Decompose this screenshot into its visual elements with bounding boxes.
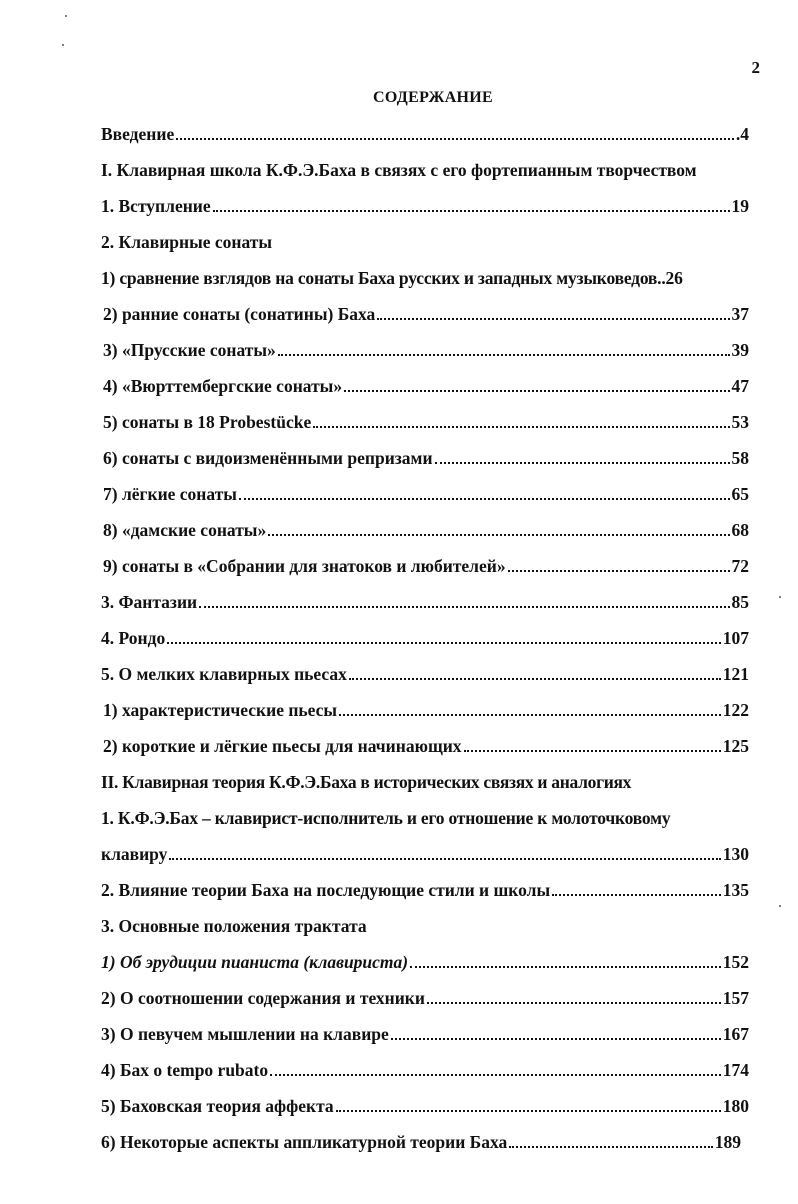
- toc-entry-label: Введение: [101, 124, 175, 144]
- toc-entry-page: 19: [731, 196, 749, 216]
- toc-entry-label: 5) сонаты в 18 Probestücke: [103, 412, 312, 432]
- toc-entry: [101, 628, 749, 658]
- toc-entry: [101, 952, 749, 982]
- toc-section-heading: [101, 772, 749, 802]
- dot-leader: [427, 988, 721, 1004]
- toc-entry: [101, 808, 749, 838]
- toc-entry-page: .4: [735, 124, 749, 144]
- dot-leader: [391, 1024, 721, 1040]
- toc-entry-page: .26: [661, 268, 683, 288]
- dot-leader: [377, 304, 729, 320]
- toc-entry-page: 68: [731, 520, 749, 540]
- dot-leader: [169, 844, 720, 860]
- toc-entry: [101, 196, 749, 226]
- dot-leader: [410, 952, 721, 968]
- toc-entry-page: 53: [731, 412, 749, 432]
- toc-entry: [103, 376, 749, 406]
- toc-entry: [103, 556, 749, 586]
- toc-entry-label: клавиру: [101, 844, 168, 864]
- toc-entry-label: 5) Баховская теория аффекта: [101, 1096, 334, 1116]
- dot-leader: [349, 664, 721, 680]
- toc-entry-label: 8) «дамские сонаты»: [103, 520, 267, 540]
- toc-entry-label: 3. Основные положения трактата: [101, 916, 367, 936]
- dot-leader: [268, 520, 729, 536]
- toc-entry-label: 4) «Вюрттембергские сонаты»: [103, 376, 343, 396]
- dot-leader: [313, 412, 729, 428]
- toc-entry-label: 4. Рондо: [101, 628, 166, 648]
- dot-leader: [278, 340, 730, 356]
- dot-leader: [509, 1132, 712, 1148]
- toc-entry-page: 121: [722, 664, 749, 684]
- toc-entry-label: 6) Некоторые аспекты аппликатурной теории Баха: [101, 1132, 508, 1152]
- dot-leader: [213, 196, 730, 212]
- toc-entry-label: 2. Клавирные сонаты: [101, 232, 273, 252]
- toc-entry-label: 9) сонаты в «Собрании для знатоков и любителей»: [103, 556, 506, 576]
- dot-leader: [552, 880, 721, 896]
- dot-leader: [176, 124, 734, 140]
- toc-entry-page: 39: [731, 340, 749, 360]
- toc-entry: [103, 520, 749, 550]
- toc-entry: [101, 1024, 749, 1054]
- toc-entry: [101, 124, 749, 154]
- toc-entry: [101, 664, 749, 694]
- toc-entry: [103, 700, 749, 730]
- dot-leader: [336, 1096, 721, 1112]
- toc-entry: [103, 736, 749, 766]
- scan-speck: [62, 44, 64, 46]
- toc-entry-label: 2) короткие и лёгкие пьесы для начинающих: [103, 736, 462, 756]
- toc-entry: [103, 448, 749, 478]
- toc-entry-label: 1. К.Ф.Э.Бах – клавирист-исполнитель и его отношение к молоточковому: [101, 808, 671, 828]
- toc-entry: [103, 304, 749, 334]
- dot-leader: [239, 484, 730, 500]
- toc-entry-page: 157: [722, 988, 749, 1008]
- dot-leader: [508, 556, 730, 572]
- toc-entry: [101, 916, 749, 946]
- toc-entry: [101, 232, 749, 262]
- toc-entry-page: 180: [722, 1096, 749, 1116]
- dot-leader: [167, 628, 721, 644]
- toc-entry-page: 130: [722, 844, 749, 864]
- toc-entry-page: 167: [722, 1024, 749, 1044]
- toc-entry-page: 135: [722, 880, 749, 900]
- dot-leader: [199, 592, 729, 608]
- toc-entry-page: 85: [731, 592, 749, 612]
- toc-entry: [101, 268, 749, 298]
- toc-entry-page: 47: [731, 376, 749, 396]
- page-title: СОДЕРЖАНИЕ: [372, 89, 494, 106]
- toc-entry-page: 174: [722, 1060, 749, 1080]
- toc-section-heading: [101, 160, 749, 190]
- toc-entry-label: 2) ранние сонаты (сонатины) Баха: [103, 304, 376, 324]
- toc-entry-label: 3) О певучем мышлении на клавире: [101, 1024, 389, 1044]
- toc-entry-label: 7) лёгкие сонаты: [103, 484, 237, 504]
- toc-entry-label: 3. Фантазии: [101, 592, 198, 612]
- toc-entry-label: I. Клавирная школа К.Ф.Э.Баха в связях с его фортепианным творчеством: [101, 160, 697, 180]
- dot-leader: [270, 1060, 721, 1076]
- toc-entry: [101, 988, 749, 1018]
- toc-entry-page: 122: [722, 700, 749, 720]
- toc-entry-page: 125: [722, 736, 749, 756]
- toc-entry-label: 6) сонаты с видоизменёнными репризами: [103, 448, 433, 468]
- toc-entry-page: 107: [722, 628, 749, 648]
- toc-entry-page: 152: [722, 952, 749, 972]
- toc-entry-label: 1) характеристические пьесы: [103, 700, 338, 720]
- toc-entry-label: 5. О мелких клавирных пьесах: [101, 664, 347, 684]
- toc-entry: [101, 880, 749, 910]
- toc-entry: [103, 340, 749, 370]
- toc-entry-page: 72: [731, 556, 749, 576]
- toc-entry: [101, 1096, 749, 1126]
- toc-entry: [101, 1060, 749, 1090]
- toc-entry: [101, 844, 749, 874]
- scan-speck: [779, 596, 781, 598]
- toc-entry: [103, 412, 749, 442]
- page-number: 2: [751, 58, 760, 77]
- toc-entry: [103, 484, 749, 514]
- dot-leader: [464, 736, 721, 752]
- dot-leader: [344, 376, 729, 392]
- toc-entry-label: 1) Об эрудиции пианиста (клавириста): [101, 952, 409, 972]
- toc-entry-label: 2) О соотношении содержания и техники: [101, 988, 425, 1008]
- toc-entry: [101, 592, 749, 622]
- scan-speck: [779, 905, 781, 907]
- toc-entry-page: 65: [731, 484, 749, 504]
- scan-speck: [65, 15, 67, 17]
- dot-leader: [339, 700, 721, 716]
- toc-entry-label: 1. Вступление: [101, 196, 211, 216]
- dot-leader: [435, 448, 730, 464]
- toc-entry-label: II. Клавирная теория К.Ф.Э.Баха в исторических связях и аналогиях: [101, 772, 632, 792]
- toc-entry-label: 3) «Прусские сонаты»: [103, 340, 276, 360]
- toc-entry-page: 37: [731, 304, 749, 324]
- toc-entry-label: 2. Влияние теории Баха на последующие стили и школы: [101, 880, 551, 900]
- toc-entry-label: 4) Бах о tempo rubato: [101, 1060, 269, 1080]
- toc-entry-label: 1) сравнение взглядов на сонаты Баха русских и западных музыковедов.: [101, 268, 662, 288]
- toc-entry-page: 58: [731, 448, 749, 468]
- toc-entry-page: 189: [714, 1132, 741, 1152]
- toc-entry: [101, 1132, 741, 1162]
